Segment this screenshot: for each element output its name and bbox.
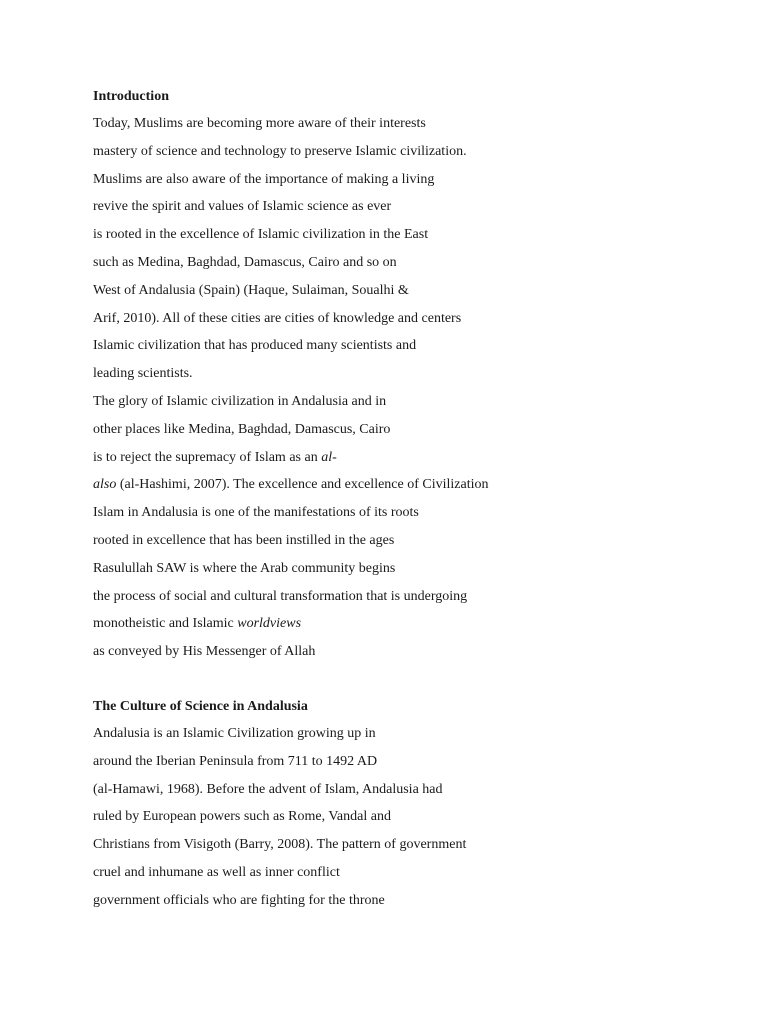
- paragraph-line: [93, 444, 713, 472]
- paragraph-line: [93, 471, 713, 499]
- paragraph-line: leading scientists.: [93, 366, 193, 382]
- document-body: [93, 84, 713, 915]
- paragraph-line: [93, 610, 713, 638]
- italic-term: al-: [321, 449, 337, 465]
- line-text: (al-Hashimi, 2007). The excellence and excellence of Civilization: [116, 477, 489, 493]
- paragraph-line: Christians from Visigoth (Barry, 2008). The pattern of government: [93, 837, 467, 853]
- section-spacer: [93, 666, 713, 694]
- paragraph-line: Rasulullah SAW is where the Arab community begins: [93, 560, 396, 576]
- section-heading-introduction: Introduction: [93, 89, 169, 104]
- paragraph-line: Arif, 2010). All of these cities are cities of knowledge and centers: [93, 310, 462, 326]
- paragraph-line: mastery of science and technology to preserve Islamic civilization.: [93, 143, 467, 159]
- paragraph-line: the process of social and cultural transformation that is undergoing: [93, 588, 468, 604]
- paragraph-line: West of Andalusia (Spain) (Haque, Sulaiman, Soualhi &: [93, 282, 409, 298]
- italic-term: also: [93, 477, 117, 493]
- line-text: monotheistic and Islamic: [93, 616, 238, 632]
- paragraph-line: Islamic civilization that has produced many scientists and: [93, 338, 417, 354]
- paragraph-line: (al-Hamawi, 1968). Before the advent of Islam, Andalusia had: [93, 781, 443, 797]
- line-text: is to reject the supremacy of Islam as an: [93, 449, 322, 465]
- paragraph-line: such as Medina, Baghdad, Damascus, Cairo and so on: [93, 254, 397, 270]
- paragraph-line: Today, Muslims are becoming more aware of their interests: [93, 116, 426, 131]
- paragraph-line: Andalusia is an Islamic Civilization growing up in: [93, 725, 376, 741]
- paragraph-line: The glory of Islamic civilization in Andalusia and in: [93, 393, 387, 409]
- paragraph-line: as conveyed by His Messenger of Allah: [93, 644, 316, 660]
- paragraph-line: government officials who are fighting for the throne: [93, 892, 385, 908]
- paragraph-line: Muslims are also aware of the importance of making a living: [93, 171, 435, 187]
- paragraph-line: Islam in Andalusia is one of the manifestations of its roots: [93, 505, 419, 521]
- paragraph-line: rooted in excellence that has been instilled in the ages: [93, 532, 395, 548]
- italic-term: worldviews: [237, 616, 302, 632]
- paragraph-line: around the Iberian Peninsula from 711 to 1492 AD: [93, 753, 378, 769]
- paragraph-line: revive the spirit and values of Islamic science as ever: [93, 199, 392, 215]
- paragraph-line: other places like Medina, Baghdad, Damascus, Cairo: [93, 421, 391, 437]
- paragraph-line: ruled by European powers such as Rome, Vandal and: [93, 809, 391, 825]
- section-heading-culture-of-science: The Culture of Science in Andalusia: [93, 698, 308, 714]
- paragraph-line: cruel and inhumane as well as inner conflict: [93, 864, 340, 880]
- paragraph-line: is rooted in the excellence of Islamic civilization in the East: [93, 227, 429, 243]
